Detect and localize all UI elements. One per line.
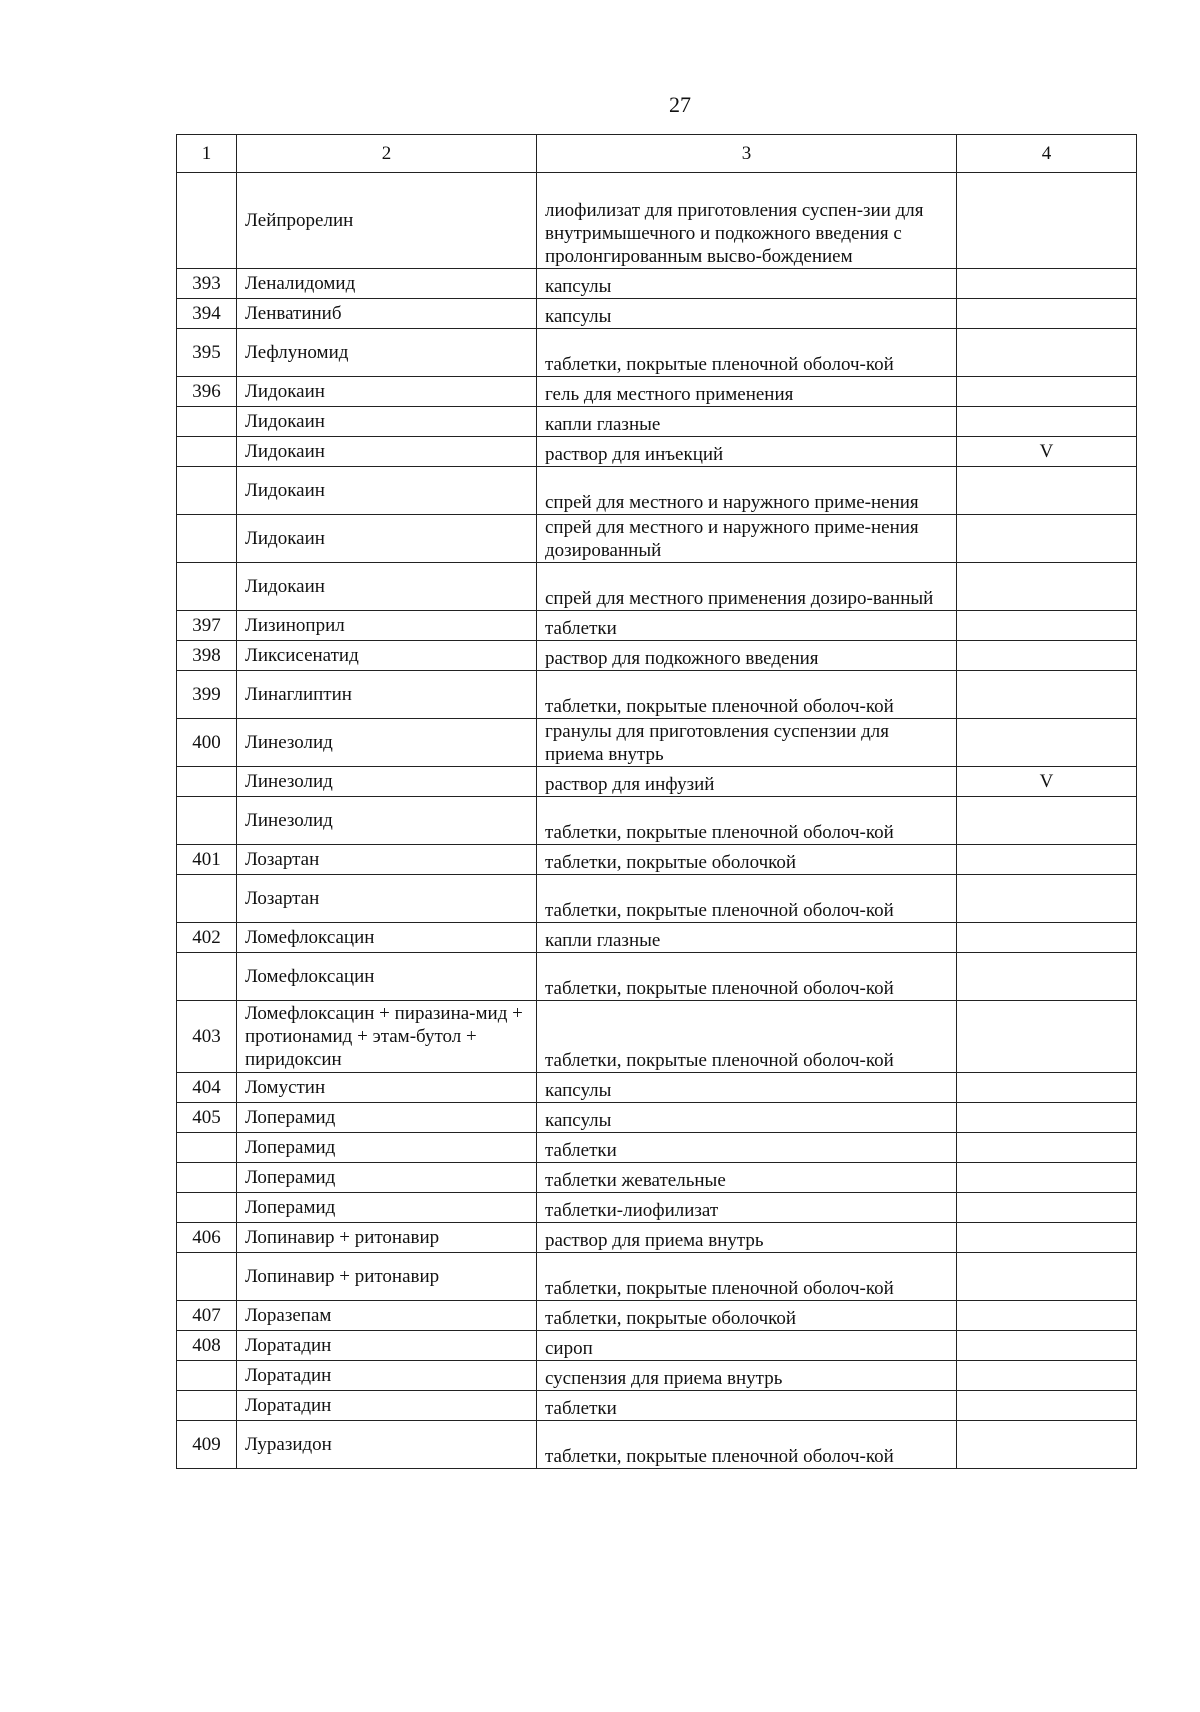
row-number xyxy=(177,1193,237,1223)
dosage-form: лиофилизат для приготовления суспен-зии для внутримышечного и подкожного введения с пролонгированным высво-бождением xyxy=(537,173,957,269)
table-row xyxy=(177,1391,1137,1421)
drug-name: Ломустин xyxy=(237,1073,537,1103)
vital-mark xyxy=(957,1391,1137,1421)
row-number xyxy=(177,563,237,611)
row-number: 401 xyxy=(177,845,237,875)
drug-name: Лоразепам xyxy=(237,1301,537,1331)
row-number: 400 xyxy=(177,719,237,767)
row-number: 396 xyxy=(177,377,237,407)
vital-mark xyxy=(957,797,1137,845)
table-row xyxy=(177,611,1137,641)
table-row xyxy=(177,1361,1137,1391)
row-number: 397 xyxy=(177,611,237,641)
drug-name: Лопинавир + ритонавир xyxy=(237,1223,537,1253)
row-number: 407 xyxy=(177,1301,237,1331)
table-row xyxy=(177,797,1137,845)
row-number xyxy=(177,467,237,515)
vital-mark xyxy=(957,563,1137,611)
row-number xyxy=(177,1163,237,1193)
vital-mark: V xyxy=(957,437,1137,467)
table-row xyxy=(177,923,1137,953)
table-row xyxy=(177,641,1137,671)
drug-name: Лозартан xyxy=(237,845,537,875)
drug-name: Лидокаин xyxy=(237,377,537,407)
vital-mark xyxy=(957,641,1137,671)
row-number: 399 xyxy=(177,671,237,719)
row-number xyxy=(177,173,237,269)
vital-mark xyxy=(957,1331,1137,1361)
dosage-form: таблетки, покрытые пленочной оболоч-кой xyxy=(537,1421,957,1469)
drug-name: Лидокаин xyxy=(237,437,537,467)
drug-name: Лоперамид xyxy=(237,1133,537,1163)
vital-mark xyxy=(957,671,1137,719)
drug-name: Лоперамид xyxy=(237,1163,537,1193)
row-number xyxy=(177,1361,237,1391)
dosage-form: капли глазные xyxy=(537,407,957,437)
drug-name: Ломефлоксацин xyxy=(237,923,537,953)
vital-mark xyxy=(957,515,1137,563)
dosage-form: таблетки, покрытые пленочной оболоч-кой xyxy=(537,1253,957,1301)
row-number xyxy=(177,797,237,845)
row-number: 403 xyxy=(177,1001,237,1073)
vital-mark xyxy=(957,467,1137,515)
dosage-form: раствор для подкожного введения xyxy=(537,641,957,671)
table-row xyxy=(177,1223,1137,1253)
drug-name: Лидокаин xyxy=(237,563,537,611)
table-row xyxy=(177,515,1137,563)
vital-mark xyxy=(957,1193,1137,1223)
table-row xyxy=(177,953,1137,1001)
vital-mark xyxy=(957,1163,1137,1193)
table-row xyxy=(177,299,1137,329)
row-number: 404 xyxy=(177,1073,237,1103)
row-number: 405 xyxy=(177,1103,237,1133)
dosage-form: раствор для инфузий xyxy=(537,767,957,797)
drug-name: Лоратадин xyxy=(237,1331,537,1361)
row-number: 408 xyxy=(177,1331,237,1361)
drug-name: Линезолид xyxy=(237,767,537,797)
drug-name: Леналидомид xyxy=(237,269,537,299)
dosage-form: сироп xyxy=(537,1331,957,1361)
table-row xyxy=(177,1103,1137,1133)
header-row xyxy=(177,135,1137,173)
dosage-form: гель для местного применения xyxy=(537,377,957,407)
vital-mark xyxy=(957,719,1137,767)
dosage-form: таблетки, покрытые пленочной оболоч-кой xyxy=(537,1001,957,1073)
table-row xyxy=(177,467,1137,515)
drug-name: Лидокаин xyxy=(237,467,537,515)
vital-mark xyxy=(957,269,1137,299)
row-number: 395 xyxy=(177,329,237,377)
drug-name: Ликсисенатид xyxy=(237,641,537,671)
row-number xyxy=(177,1253,237,1301)
dosage-form: таблетки, покрытые пленочной оболоч-кой xyxy=(537,671,957,719)
row-number: 409 xyxy=(177,1421,237,1469)
drug-name: Лоперамид xyxy=(237,1103,537,1133)
table-row xyxy=(177,671,1137,719)
table-row xyxy=(177,269,1137,299)
drug-name: Лейпрорелин xyxy=(237,173,537,269)
table-row xyxy=(177,1163,1137,1193)
drug-name: Лефлуномид xyxy=(237,329,537,377)
dosage-form: раствор для инъекций xyxy=(537,437,957,467)
table-row xyxy=(177,407,1137,437)
drug-name: Ленватиниб xyxy=(237,299,537,329)
vital-mark xyxy=(957,923,1137,953)
row-number: 393 xyxy=(177,269,237,299)
dosage-form: таблетки, покрытые оболочкой xyxy=(537,845,957,875)
row-number: 398 xyxy=(177,641,237,671)
drug-name: Линаглиптин xyxy=(237,671,537,719)
row-number: 394 xyxy=(177,299,237,329)
table-row xyxy=(177,329,1137,377)
row-number xyxy=(177,953,237,1001)
vital-mark xyxy=(957,1253,1137,1301)
dosage-form: раствор для приема внутрь xyxy=(537,1223,957,1253)
row-number xyxy=(177,1133,237,1163)
page-number: 27 xyxy=(669,92,691,117)
row-number xyxy=(177,1391,237,1421)
row-number xyxy=(177,437,237,467)
drug-name: Лидокаин xyxy=(237,407,537,437)
row-number xyxy=(177,407,237,437)
table-row xyxy=(177,1301,1137,1331)
table-row xyxy=(177,1073,1137,1103)
dosage-form: спрей для местного применения дозиро-ванный xyxy=(537,563,957,611)
table-row xyxy=(177,1253,1137,1301)
vital-mark xyxy=(957,173,1137,269)
drug-name: Лопинавир + ритонавир xyxy=(237,1253,537,1301)
drug-name: Лоратадин xyxy=(237,1361,537,1391)
dosage-form: таблетки, покрытые оболочкой xyxy=(537,1301,957,1331)
drug-name: Ломефлоксацин xyxy=(237,953,537,1001)
dosage-form: капсулы xyxy=(537,1103,957,1133)
drug-name: Лидокаин xyxy=(237,515,537,563)
table-row xyxy=(177,1133,1137,1163)
vital-mark xyxy=(957,953,1137,1001)
vital-mark xyxy=(957,1103,1137,1133)
vital-mark xyxy=(957,875,1137,923)
vital-mark xyxy=(957,1421,1137,1469)
row-number xyxy=(177,875,237,923)
dosage-form: таблетки xyxy=(537,1391,957,1421)
dosage-form: капсулы xyxy=(537,299,957,329)
column-header: 2 xyxy=(237,135,537,173)
vital-mark xyxy=(957,329,1137,377)
vital-mark xyxy=(957,1001,1137,1073)
column-header: 3 xyxy=(537,135,957,173)
vital-mark xyxy=(957,1223,1137,1253)
dosage-form: таблетки xyxy=(537,611,957,641)
dosage-form: спрей для местного и наружного приме-нения xyxy=(537,467,957,515)
dosage-form: капсулы xyxy=(537,269,957,299)
vital-mark xyxy=(957,1361,1137,1391)
table-row xyxy=(177,719,1137,767)
table-row xyxy=(177,1331,1137,1361)
row-number xyxy=(177,515,237,563)
table-row xyxy=(177,845,1137,875)
row-number: 402 xyxy=(177,923,237,953)
row-number: 406 xyxy=(177,1223,237,1253)
table-row xyxy=(177,1001,1137,1073)
row-number xyxy=(177,767,237,797)
table-row xyxy=(177,1421,1137,1469)
vital-mark xyxy=(957,1073,1137,1103)
table-row xyxy=(177,767,1137,797)
dosage-form: таблетки, покрытые пленочной оболоч-кой xyxy=(537,875,957,923)
dosage-form: спрей для местного и наружного приме-нения дозированный xyxy=(537,515,957,563)
dosage-form: капли глазные xyxy=(537,923,957,953)
dosage-form: таблетки, покрытые пленочной оболоч-кой xyxy=(537,329,957,377)
dosage-form: таблетки xyxy=(537,1133,957,1163)
drug-name: Линезолид xyxy=(237,797,537,845)
vital-mark xyxy=(957,845,1137,875)
vital-mark xyxy=(957,407,1137,437)
drug-table xyxy=(176,134,1137,1469)
table-row xyxy=(177,173,1137,269)
vital-mark xyxy=(957,611,1137,641)
drug-name: Лоратадин xyxy=(237,1391,537,1421)
drug-name: Лозартан xyxy=(237,875,537,923)
dosage-form: гранулы для приготовления суспензии для приема внутрь xyxy=(537,719,957,767)
drug-name: Лизиноприл xyxy=(237,611,537,641)
vital-mark: V xyxy=(957,767,1137,797)
vital-mark xyxy=(957,299,1137,329)
table-row xyxy=(177,1193,1137,1223)
column-header: 1 xyxy=(177,135,237,173)
table-row xyxy=(177,377,1137,407)
vital-mark xyxy=(957,1133,1137,1163)
drug-name: Ломефлоксацин + пиразина-мид + протионамид + этам-бутол + пиридоксин xyxy=(237,1001,537,1073)
table-row xyxy=(177,563,1137,611)
vital-mark xyxy=(957,1301,1137,1331)
dosage-form: таблетки, покрытые пленочной оболоч-кой xyxy=(537,953,957,1001)
drug-name: Лоперамид xyxy=(237,1193,537,1223)
vital-mark xyxy=(957,377,1137,407)
dosage-form: таблетки-лиофилизат xyxy=(537,1193,957,1223)
table-row xyxy=(177,437,1137,467)
drug-name: Линезолид xyxy=(237,719,537,767)
column-header: 4 xyxy=(957,135,1137,173)
dosage-form: суспензия для приема внутрь xyxy=(537,1361,957,1391)
drug-name: Луразидон xyxy=(237,1421,537,1469)
dosage-form: капсулы xyxy=(537,1073,957,1103)
dosage-form: таблетки, покрытые пленочной оболоч-кой xyxy=(537,797,957,845)
table-row xyxy=(177,875,1137,923)
dosage-form: таблетки жевательные xyxy=(537,1163,957,1193)
